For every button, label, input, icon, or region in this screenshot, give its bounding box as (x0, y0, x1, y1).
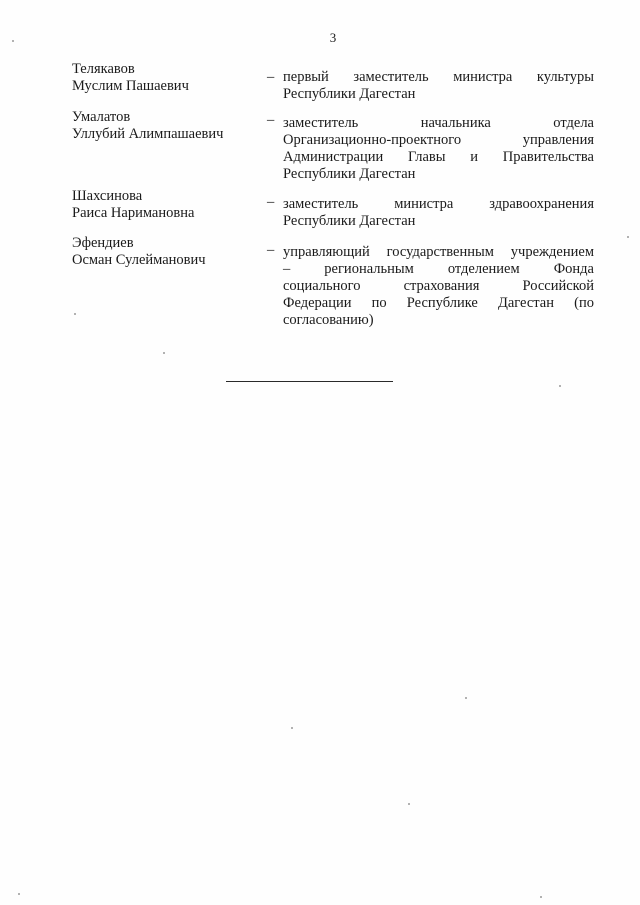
position-line: Республики Дагестан (283, 166, 416, 182)
member-name (72, 61, 262, 95)
scan-speck (559, 385, 561, 387)
scan-speck (74, 313, 76, 315)
scan-speck (465, 697, 467, 699)
scan-speck (18, 893, 20, 895)
member-given-names: Раиса Наримановна (72, 205, 195, 221)
member-name (72, 235, 262, 269)
entry-dash: – (267, 242, 275, 258)
scan-speck (540, 896, 542, 898)
position-line: заместитель министра здравоохранения (283, 196, 594, 212)
position-line: Организационно-проектного управления (283, 132, 594, 148)
member-surname: Телякавов (72, 61, 135, 77)
end-of-list-rule (226, 381, 393, 382)
scan-speck (163, 352, 165, 354)
member-position (283, 196, 594, 230)
position-line: Администрации Главы и Правительства (283, 149, 594, 165)
entry-dash: – (267, 69, 275, 85)
page-number: 3 (329, 30, 337, 45)
member-position (283, 115, 594, 183)
position-line: согласованию) (283, 312, 374, 328)
member-position (283, 69, 594, 103)
entry-dash: – (267, 194, 275, 210)
position-line: – региональным отделением Фонда (283, 261, 594, 277)
position-line: социального страхования Российской (283, 278, 594, 294)
member-position (283, 244, 594, 329)
position-line: первый заместитель министра культуры (283, 69, 594, 85)
member-surname: Умалатов (72, 109, 131, 125)
member-name (72, 188, 262, 222)
entry-dash: – (267, 112, 275, 128)
member-surname: Эфендиев (72, 235, 134, 251)
scan-speck (12, 40, 14, 42)
member-given-names: Осман Сулейманович (72, 252, 206, 268)
member-given-names: Муслим Пашаевич (72, 78, 189, 94)
position-line: управляющий государственным учреждением (283, 244, 594, 260)
scan-speck (291, 727, 293, 729)
position-line: Республики Дагестан (283, 213, 416, 229)
position-line: Республики Дагестан (283, 86, 416, 102)
position-line: Федерации по Республике Дагестан (по (283, 295, 594, 311)
member-name (72, 109, 262, 143)
member-surname: Шахсинова (72, 188, 143, 204)
member-given-names: Уллубий Алимпашаевич (72, 126, 224, 142)
scan-speck (408, 803, 410, 805)
position-line: заместитель начальника отдела (283, 115, 594, 131)
scan-speck (627, 236, 629, 238)
